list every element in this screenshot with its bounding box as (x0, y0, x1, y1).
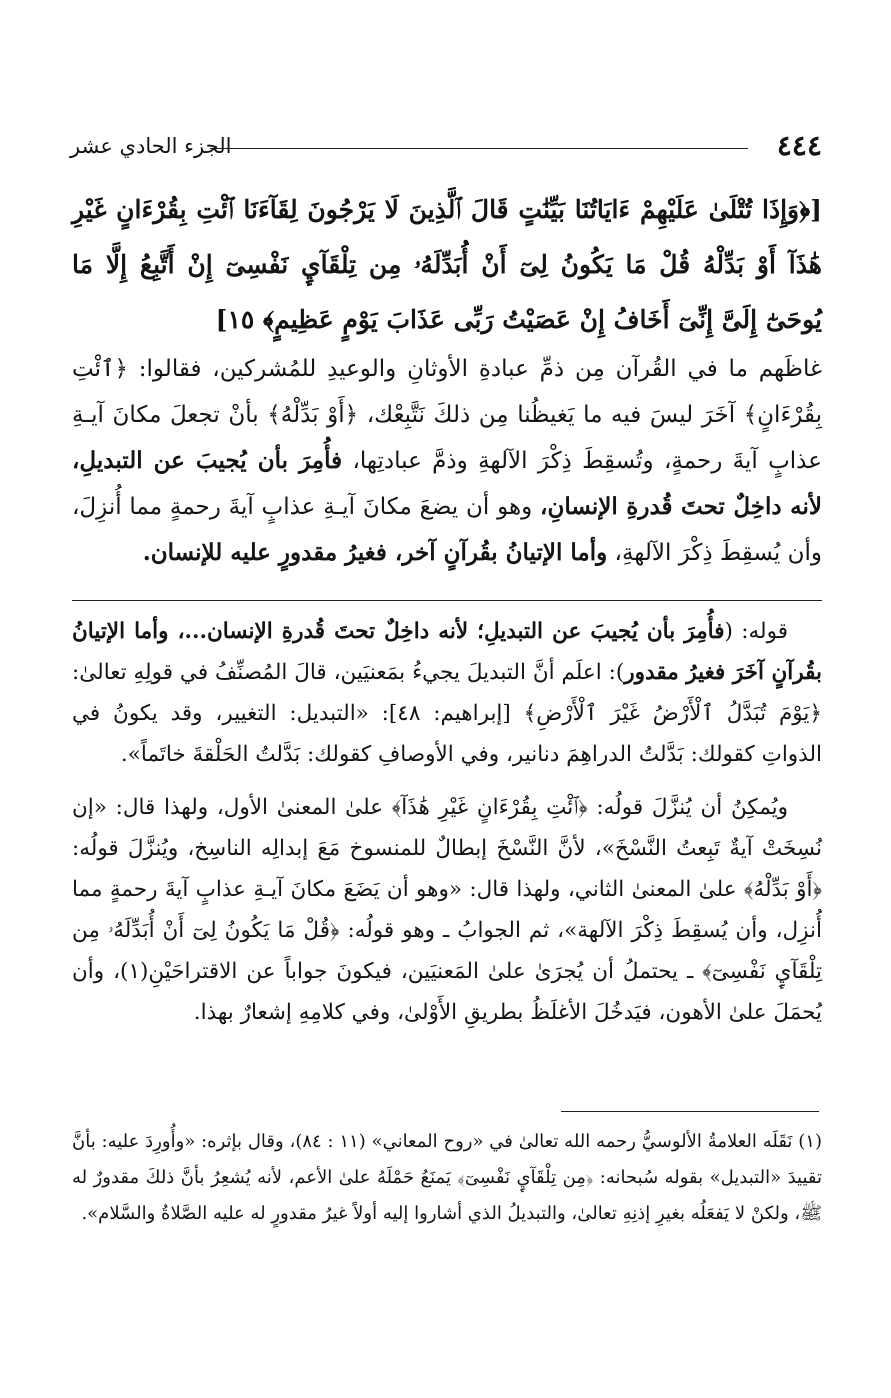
main-text-bold-2: وأما الإتيانُ بقُرآنٍ آخر، فغيرُ مقدورٍ عليه للإنسان. (142, 539, 608, 566)
running-title: الجزء الحادي عشر (70, 134, 232, 158)
main-text-bold-1: فأُمِرَ بأن يُجيبَ عن التبديلِ، لأنه داخِلٌ تحتَ قُدرةِ الإنسانِ، (72, 447, 822, 520)
quran-verse-block: [﴿وَإِذَا تُتْلَىٰ عَلَيْهِمْ ءَايَاتُنَا بَيِّنَٰتٍ قَالَ ٱلَّذِينَ لَا يَرْجُونَ لِقَآءَنَا ٱئْتِ بِقُرْءَانٍ غَيْرِ هَٰذَآ أَوْ بَدِّلْهُ قُلْ مَا يَكُونُ لِىٓ أَنْ أُبَدِّلَهُۥ مِن تِلْقَآيِٕ نَفْسِىٓ إِنْ أَتَّبِعُ إِلَّا مَا يُوحَىٰٓ إِلَىَّ إِنِّىٓ أَخَافُ إِنْ عَصَيْتُ رَبِّى عَذَابَ يَوْمٍ عَظِيمٍ﴾ ١٥] (72, 195, 822, 334)
main-text-part-2: وهو أن يضعَ مكانَ آيـةِ عذابٍ آيةَ رحمةٍ مما أُنزِلَ، وأن يُسقِطَ ذِكْرَ الآلهةِ، (72, 494, 822, 566)
commentary-paragraph-1 (72, 611, 822, 775)
footnote: (١) نَقَلَه العلامةُ الألوسيُّ رحمه الله تعالىٰ في «روح المعاني» (١١ : ٨٤)، وقال بإثره: «وأُورِدَ عليه: بأنَّ تقييدَ «التبديل» بقوله سُبحانه: ﴿مِن تِلْقَآيِٕ نَفْسِىٓ﴾ يَمنَعُ حَمْلَهُ علىٰ الأعم، لأنه يُشعِرُ بأنَّ ذلكَ مقدورٌ له ﷺ، ولكنْ لا يَفعَلُه بغيرِ إذنِهِ تعالىٰ، والتبديلُ الذي أشاروا إليه أولاً غيرُ مقدورٍ له عليه الصَّلاةُ والسَّلام». (72, 1131, 822, 1224)
commentary-label: قوله: ( (724, 619, 788, 644)
page-number: ٤٤٤ (776, 129, 822, 162)
main-text (72, 346, 822, 576)
footnote-divider (561, 1111, 819, 1112)
header-rule (210, 148, 748, 149)
commentary (72, 611, 822, 1045)
text-divider (72, 600, 822, 601)
commentary-quoted-text: فأُمِرَ بأن يُجيبَ عن التبديلِ؛ لأنه داخِلٌ تحتَ قُدرةِ الإنسان...، وأما الإتيانُ بقُرآنٍ آخَرَ فغيرُ مقدور (72, 619, 822, 685)
main-text-part-1: غاظَهم ما في القُرآن مِن ذمِّ عبادةِ الأوثانِ والوعيدِ للمُشركين، فقالوا: ﴿ٱئْتِ بِقُرْءَانٍ﴾ آخَرَ ليسَ فيه ما يَغيظُنا مِن ذلكَ نَتَّبِعْك، ﴿أَوْ بَدِّلْهُ﴾ بأنْ تجعلَ مكانَ آيـةِ عذابٍ آيةَ رحمةٍ، وتُسقِطَ ذِكْرَ الآلهةِ وذمَّ عبادتِها، (72, 356, 822, 474)
page-header (70, 128, 822, 168)
commentary-paragraph-2: ويُمكِنُ أن يُنزَّلَ قولُه: ﴿ٱئْتِ بِقُرْءَانٍ غَيْرِ هَٰذَآ﴾ علىٰ المعنىٰ الأول، ولهذا قال: «إن نُسِخَتْ آيةٌ تَبِعتُ النَّسْخَ»، لأنَّ النَّسْخَ إبطالٌ للمنسوخ مَعَ إبدالِه الناسِخ، ويُنزَّلَ قولُه: ﴿أَوْ بَدِّلْهُ﴾ علىٰ المعنىٰ الثاني، ولهذا قال: «وهو أن يَضَعَ مكانَ آيـةِ عذابٍ آيةَ رحمةٍ مما أُنزِل، وأن يُسقِطَ ذِكْرَ الآلهة»، ثم الجوابُ ـ وهو قولُه: ﴿قُلْ مَا يَكُونُ لِىٓ أَنْ أُبَدِّلَهُۥ مِن تِلْقَآيِٕ نَفْسِىٓ﴾ ـ يحتملُ أن يُجرَىٰ علىٰ المَعنيَين، فيكونَ جواباً عن الاقتراحَيْنِ(١)، وأن يُحمَلَ علىٰ الأهون، فيَدخُلَ الأغلَظُ بطريقِ الأَوْلىٰ، وفي كلامِهِ إشعارٌ بهذا. (72, 795, 822, 1025)
commentary-explanation: ): اعلَم أنَّ التبديلَ يجيءُ بمَعنيَين، قالَ المُصنِّفُ في قولِهِ تعالىٰ: ﴿يَوْمَ تُبَدَّلُ ٱلْأَرْضُ غَيْرَ ٱلْأَرْضِ﴾ [إبراهيم: ٤٨]: «التبديل: التغيير، وقد يكونُ في الذواتِ كقولك: بَدَّلتُ الدراهِمَ دنانير، وفي الأوصافِ كقولك: بَدَّلتُ الحَلْقةَ خاتَماً». (72, 660, 822, 767)
